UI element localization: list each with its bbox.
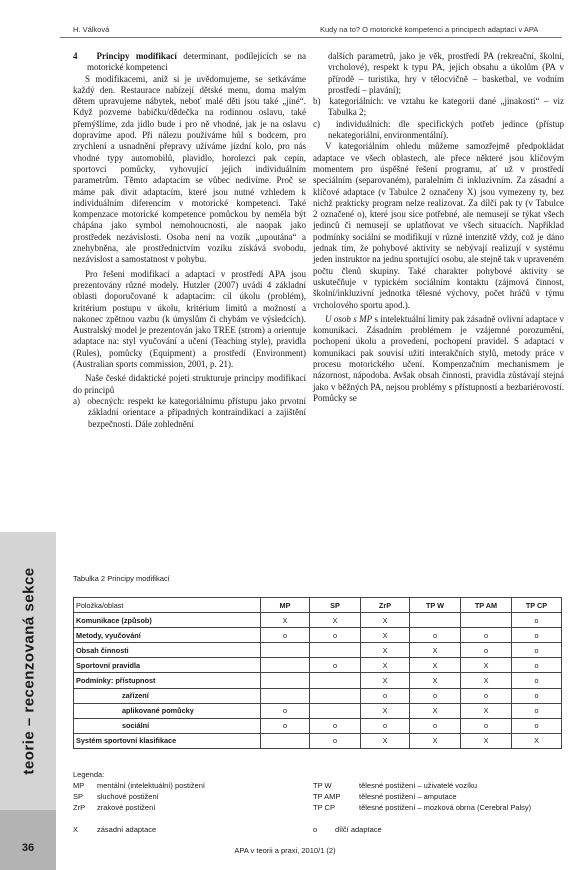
table-header-row — [74, 598, 562, 613]
legend-abbr: MP — [73, 781, 85, 790]
table-cell — [310, 643, 361, 658]
legend-desc: tělesné postižení – mozková obrna (Cerebral Palsy) — [359, 803, 532, 812]
table-row — [74, 688, 562, 703]
table-cell: o — [461, 628, 512, 643]
paragraph — [313, 314, 564, 404]
section-heading-bold: Principy modifikací — [96, 51, 177, 61]
paragraph: Pro řešení modifikací a adaptací v prostředí APA jsou prezentovány různé modely. Hutzler (2007) uvádí 4 základní oblasti doporučované k adaptacím: cíl úkolu (problém), kritérium postupu v úkolu, kritérium limitů a možností a nakonec zpětnou vazbu (k úmyslům či chybám ve výsledcích). Australský model je prezentován jako TREE (strom) a orientuje adaptace na: styl vyučování a učení (Teaching style), pravidla (Rules), pomůcky (Equipment) a prostředí (Environment) (Australian sports commission, 2001, p. 21). — [73, 268, 306, 370]
row-label: Systém sportovní klasifikace — [74, 733, 261, 748]
table-row — [74, 628, 562, 643]
legend-title: Legenda: — [73, 770, 105, 779]
table-cell — [261, 643, 310, 658]
table-cell — [261, 688, 310, 703]
table-cell: o — [310, 628, 361, 643]
table-cell — [410, 613, 461, 628]
table-cell: o — [461, 643, 512, 658]
legend-desc: sluchové postižení — [97, 792, 159, 801]
table-cell: X — [361, 703, 410, 718]
table-cell: o — [361, 688, 410, 703]
column-header: SP — [310, 598, 361, 613]
table-cell: o — [310, 658, 361, 673]
table-cell: X — [361, 628, 410, 643]
legend-abbr: o — [313, 825, 318, 834]
table-cell: X — [361, 613, 410, 628]
table-cell: X — [410, 703, 461, 718]
paragraph-text: s intelektuální limity pak zásadně ovlivní adaptace v komunikaci. Zásadním problémem je vzájemné porozumění, pochopení úkolu a provedení, pochopení pravidel. S adaptací v komunikaci pak souvisí užití interakčních stylů, metody práce v procesu motorického učení. Kompenzačním mechanismem je názornost, nápodoba. Avšak obsah činnosti, pravidla zůstávají stejná jako v běžných PA, nejsou problémy s přístupností a bezbariérovostí. Pomůcky se — [313, 313, 564, 403]
table-cell: X — [310, 613, 361, 628]
table-cell: X — [461, 703, 512, 718]
row-label: Metody, vyučování — [74, 628, 261, 643]
list-item-text: individuálních: dle specifických potřeb jedince (přístup nekategoriální, environmentální). — [328, 118, 564, 141]
legend-abbr: TP AMP — [313, 792, 341, 801]
running-header-title: Kudy na to? O motorické kompetenci a principech adaptací v APA — [320, 25, 539, 34]
table-cell: X — [461, 733, 512, 748]
journal-footer: APA v teorii a praxi, 2010/1 (2) — [234, 846, 336, 855]
table-cell: o — [261, 718, 310, 733]
section-heading-rest: determinant, podílejících se na motorické kompetenci — [87, 51, 307, 73]
table-row — [74, 613, 562, 628]
paragraph: V kategoriálním ohledu můžeme samozřejmě předpokládat adaptace ve všech oblastech, ale přece některé jsou klíčovým momentem pro úspěšné řešení programu, ať už v prostředí speciálním (separovaném), paralelním či inkluzivním. Za zásadní a klíčové adaptace (v Tabulce 2 označeny X) jsou vymezeny ty, bez nichž prakticky program nelze realizovat. Za dílčí pak ty (v Tabulce 2 označené o), které jsou sice potřebné, ale nemusejí se týkat všech jedinců či nemusejí se uplatňovat ve všech situacích. Například podmínky sociální se modifikují v různé intenzitě vždy, což je dáno jednak tím, že pohybové aktivity se nebývají realizují v systému jeden instruktor na jednu sportující osobu, ale stejně tak v upraveném počtu členů skupiny. Také charakter pohybové aktivity se uskutečňuje v typickém sociálním kontaktu (zájmová činnost, školní/inkluzivní jednotka tělesné výchovy, počet hráčů v týmu vrcholového sportu apod.). — [313, 141, 564, 310]
row-label: sociální — [74, 718, 261, 733]
table-cell: o — [512, 703, 562, 718]
column-header: Položka/oblast — [74, 598, 261, 613]
table-cell: o — [410, 628, 461, 643]
table-cell: X — [361, 643, 410, 658]
list-marker: b) — [313, 96, 321, 107]
table-cell — [310, 703, 361, 718]
table-cell — [310, 688, 361, 703]
table-cell: o — [310, 718, 361, 733]
table-row — [74, 643, 562, 658]
table-cell: o — [461, 688, 512, 703]
table-cell — [461, 613, 512, 628]
legend-desc: mentální (intelektuální) postižení — [97, 781, 205, 790]
table-row — [74, 718, 562, 733]
list-item — [313, 119, 564, 142]
table-cell — [261, 673, 310, 688]
table-row — [74, 658, 562, 673]
row-label: Obsah činnosti — [74, 643, 261, 658]
paragraph-emphasis: U osob s MP — [325, 313, 373, 324]
table-row — [74, 733, 562, 748]
table-cell: X — [410, 673, 461, 688]
table-cell: X — [461, 673, 512, 688]
legend-desc: zásadní adaptace — [97, 825, 157, 834]
table-cell: o — [410, 718, 461, 733]
table-cell: X — [461, 658, 512, 673]
table-cell — [261, 733, 310, 748]
table-cell: o — [310, 733, 361, 748]
section-number: 4 — [73, 51, 78, 61]
column-header: MP — [261, 598, 310, 613]
table-cell: o — [410, 688, 461, 703]
table-cell: X — [261, 613, 310, 628]
legend-abbr: TP CP — [313, 803, 335, 812]
table-cell — [310, 673, 361, 688]
left-text-column — [73, 51, 306, 430]
legend-abbr: TP W — [313, 781, 332, 790]
table-cell: X — [361, 673, 410, 688]
table-cell: o — [512, 628, 562, 643]
row-label: Podmínky: přístupnost — [74, 673, 261, 688]
table-cell: X — [512, 733, 562, 748]
page-number: 36 — [21, 842, 35, 854]
right-text-column — [313, 51, 564, 404]
legend-desc: zrakové postižení — [97, 803, 156, 812]
row-label: Komunikace (způsob) — [74, 613, 261, 628]
column-header: ZrP — [361, 598, 410, 613]
table-cell: o — [512, 658, 562, 673]
legend-desc: tělesné postižení – amputace — [359, 792, 457, 801]
table-cell — [261, 658, 310, 673]
table-cell: o — [512, 673, 562, 688]
modification-principles-table — [73, 597, 562, 749]
row-label: aplikované pomůcky — [74, 703, 261, 718]
section-label: teorie – recenzovaná sekce — [20, 567, 38, 775]
legend-abbr: X — [73, 825, 79, 834]
table-cell: o — [461, 718, 512, 733]
row-label: Sportovní pravidla — [74, 658, 261, 673]
paragraph: S modifikacemi, aniž si je uvědomujeme, se setkáváme každý den. Restaurace nabízejí dětské menu, doma malým dětem upravujeme nábytek, neboť malé děti jsou také „jiné“. Když pozveme babičku/dědečka na rodinnou oslavu, také přemýšlíme, zda jídlo bude i pro ně vhodné, jak je na oslavu dopravíme apod. Při nálezu používáme hůl s bodcem, pro zrychlení a usnadnění přepravy užíváme jízdní kolo, pro nás vhodné typy automobilů, plavidlo, horolezci pak cepín, sportovci pomůcky, vyhovující jejich individuálním parametrům. Těmto adaptacím se vůbec nedivíme. Proč se máme pak divit adaptacím, které jsou nutné vzhledem k individuálním diferencím v motorické kompetenci. Také kompenzace motorické kompetence pomůckou by neměla být chápána jako symbol nemohoucnosti, ale naopak jako prostředek nezávislosti. Osoba není na vozík „upoutána“ a znehybněna, ale prostřednictvím vozíku získává svobodu, nezávislost a samostatnost v pohybu. — [73, 73, 306, 265]
running-header-author: H. Válková — [73, 25, 110, 34]
table-cell: X — [361, 733, 410, 748]
list-marker: c) — [313, 118, 320, 129]
column-header: TP AM — [461, 598, 512, 613]
header-rule — [60, 37, 562, 38]
table-cell: o — [512, 643, 562, 658]
list-item-text: kategoriálních: ve vztahu ke kategorii dané „jinakosti“ – viz Tabulka 2; — [328, 96, 564, 118]
table-cell: X — [410, 643, 461, 658]
table-cell: o — [261, 628, 310, 643]
column-header: TP W — [410, 598, 461, 613]
table-cell: o — [512, 613, 562, 628]
legend-desc: tělesné postižení – uživatelé vozíku — [359, 781, 477, 790]
table-cell: X — [410, 733, 461, 748]
section-heading — [73, 51, 306, 74]
legend-abbr: SP — [73, 792, 84, 801]
table-caption: Tabulka 2 Principy modifikací — [73, 574, 170, 583]
table-row — [74, 703, 562, 718]
legend-abbr: ZrP — [73, 803, 86, 812]
table-cell: o — [512, 718, 562, 733]
legend-desc: dílčí adaptace — [335, 825, 382, 834]
table-cell: X — [361, 658, 410, 673]
paragraph: Naše české didaktické pojetí strukturuje principy modifikací do principů — [73, 373, 306, 395]
list-marker: a) — [73, 395, 80, 406]
column-header: TP CP — [512, 598, 562, 613]
list-item-continuation: dalších parametrů, jako je věk, prostředí PA (rekreační, školní, vrcholové), respekt k typu PA, jejich obsahu a úkolům (PA v přírodě – turistika, hry v tělocvičně – basketbal, ve vodním prostředí – plavání); — [328, 51, 564, 95]
list-item — [313, 96, 564, 119]
table-cell: X — [410, 658, 461, 673]
row-label: zařízení — [74, 688, 261, 703]
table-cell: o — [261, 703, 310, 718]
list-item-text: obecných: respekt ke kategoriálnímu přístupu jako prvotní základní orientace a případných kontraindikací a zajištění bezpečnosti. Dále zohlednění — [87, 395, 306, 429]
page-number-box — [0, 810, 56, 870]
list-item — [73, 396, 306, 430]
table-cell: o — [361, 718, 410, 733]
table-row — [74, 673, 562, 688]
table-cell: o — [512, 688, 562, 703]
